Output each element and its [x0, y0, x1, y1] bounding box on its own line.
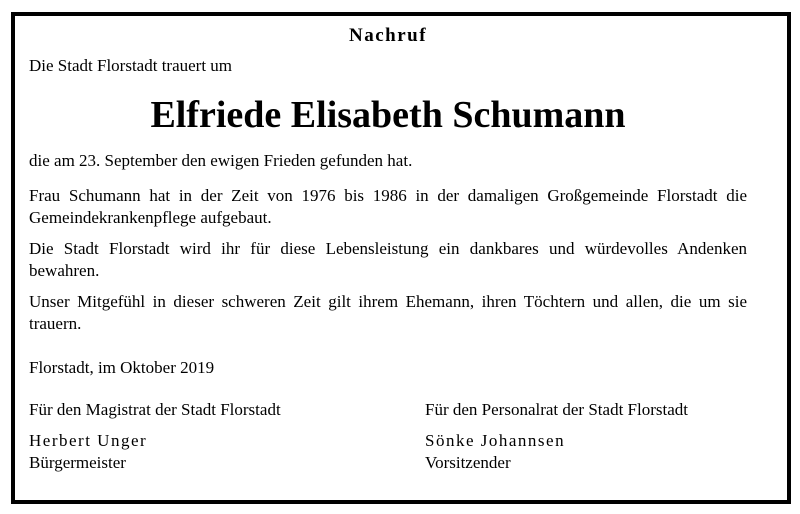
deceased-name: Elfriede Elisabeth Schumann [150, 94, 626, 136]
signature-organization: Für den Magistrat der Stadt Florstadt [29, 400, 281, 419]
obituary-notice [29, 24, 747, 474]
signature-name: Herbert Unger [29, 431, 148, 450]
paragraph-service: Frau Schumann hat in der Zeit von 1976 bis 1986 in der damaligen Großgemeinde Florstadt die Gemeindekrankenpflege aufgebaut. [29, 186, 747, 227]
passing-line: die am 23. September den ewigen Frieden gefunden hat. [29, 151, 413, 170]
paragraph-gratitude: Die Stadt Florstadt wird ihr für diese Lebensleistung ein dankbares und würdevolles Andenken bewahren. [29, 239, 747, 280]
signature-block [29, 399, 747, 474]
paragraph-condolence: Unser Mitgefühl in dieser schweren Zeit gilt ihrem Ehemann, ihren Töchtern und allen, die um sie trauern. [29, 292, 747, 333]
signature-role: Bürgermeister [29, 453, 126, 472]
signature-role: Vorsitzender [425, 453, 511, 472]
signature-name: Sönke Johannsen [425, 431, 566, 450]
signature-personalrat [425, 399, 747, 474]
place-date: Florstadt, im Oktober 2019 [29, 358, 215, 377]
signature-magistrat [29, 399, 425, 474]
intro-line: Die Stadt Florstadt trauert um [29, 56, 233, 75]
signature-organization: Für den Personalrat der Stadt Florstadt [425, 400, 688, 419]
notice-title: Nachruf [348, 25, 428, 46]
